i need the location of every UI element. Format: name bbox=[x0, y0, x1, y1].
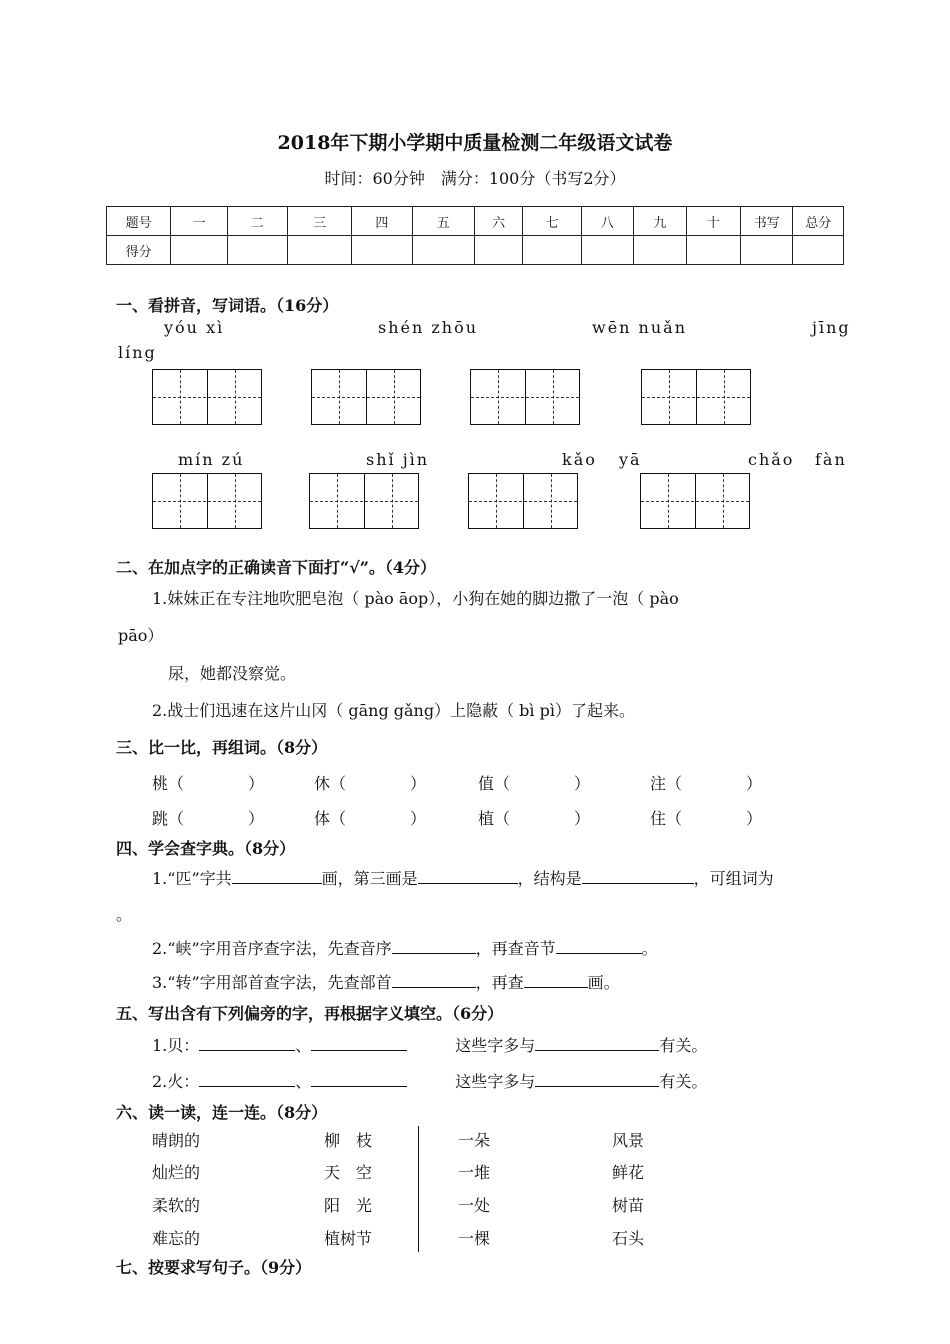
word-pair: 跳（ ） bbox=[152, 809, 265, 828]
score-table-score-row bbox=[107, 236, 844, 265]
answer-blank[interactable] bbox=[199, 1034, 295, 1051]
question-2-1-end: 尿，她都没察觉。 bbox=[168, 664, 297, 683]
writing-grid[interactable] bbox=[309, 473, 419, 529]
word-pair: 植（ ） bbox=[478, 809, 591, 828]
word-pair: 住（ ） bbox=[650, 809, 763, 828]
score-cell[interactable] bbox=[581, 236, 633, 265]
q5-2-text: 这些字多与 bbox=[455, 1072, 536, 1091]
answer-blank[interactable] bbox=[582, 867, 694, 884]
pinyin-minzu: mín zú bbox=[178, 450, 245, 469]
word-pair: 休（ ） bbox=[314, 774, 427, 793]
q5-1-text: 有关。 bbox=[659, 1036, 708, 1055]
score-header-cell: 八 bbox=[581, 207, 633, 236]
score-header-cell: 总分 bbox=[793, 207, 844, 236]
score-cell[interactable] bbox=[474, 236, 523, 265]
q5-2-text: 2.火： bbox=[152, 1072, 200, 1091]
q4-2-text: 2.“峡”字用音序查字法，先查音序 bbox=[152, 939, 392, 958]
answer-blank[interactable] bbox=[392, 971, 476, 988]
score-header-cell: 九 bbox=[634, 207, 686, 236]
match-item[interactable]: 植树节 bbox=[324, 1229, 373, 1248]
writing-grid[interactable] bbox=[152, 369, 262, 425]
match-item[interactable]: 鲜花 bbox=[612, 1163, 645, 1182]
writing-grid[interactable] bbox=[468, 473, 578, 529]
q4-1-text: 画，第三画是 bbox=[321, 869, 418, 888]
match-item[interactable]: 一处 bbox=[458, 1196, 491, 1215]
q4-1-text: ，结构是 bbox=[517, 869, 582, 888]
score-cell[interactable] bbox=[287, 236, 351, 265]
pinyin-shijin: shǐ jìn bbox=[366, 450, 430, 469]
question-4-2 bbox=[152, 936, 658, 959]
match-item[interactable]: 柳 枝 bbox=[324, 1131, 373, 1150]
answer-blank[interactable] bbox=[535, 1070, 659, 1087]
score-table bbox=[106, 206, 844, 265]
score-header-cell: 十 bbox=[686, 207, 740, 236]
q4-3-text: 3.“转”字用部首查字法，先查部首 bbox=[152, 973, 392, 992]
score-cell[interactable] bbox=[227, 236, 287, 265]
word-pair: 桃（ ） bbox=[152, 774, 265, 793]
score-row-label: 得分 bbox=[107, 236, 171, 265]
pinyin-chao: chǎo bbox=[748, 450, 795, 469]
score-cell[interactable] bbox=[523, 236, 581, 265]
match-item[interactable]: 灿烂的 bbox=[152, 1163, 201, 1182]
page-title: 2018年下期小学期中质量检测二年级语文试卷 bbox=[277, 132, 673, 154]
score-cell[interactable] bbox=[686, 236, 740, 265]
answer-blank[interactable] bbox=[524, 971, 588, 988]
pinyin-wennuan: wēn nuǎn bbox=[592, 318, 688, 337]
score-cell[interactable] bbox=[352, 236, 412, 265]
question-2-2: 2.战士们迅速在这片山冈（ gāng gǎng）上隐蔽（ bì pì）了起来。 bbox=[152, 701, 635, 720]
q4-3-text: 画。 bbox=[587, 973, 620, 992]
q4-1-text: ，可组词为 bbox=[693, 869, 774, 888]
q5-2-text: 有关。 bbox=[659, 1072, 708, 1091]
answer-blank[interactable] bbox=[199, 1070, 295, 1087]
match-item[interactable]: 晴朗的 bbox=[152, 1131, 201, 1150]
pinyin-ya: yā bbox=[619, 450, 642, 469]
score-header-cell: 书写 bbox=[741, 207, 793, 236]
question-5-2 bbox=[152, 1069, 707, 1092]
score-table-header-row bbox=[107, 207, 844, 236]
section-4-heading: 四、学会查字典。（8分） bbox=[116, 839, 296, 858]
q5-2-text: 、 bbox=[295, 1072, 312, 1091]
match-item[interactable]: 一棵 bbox=[458, 1229, 491, 1248]
question-2-1-wrap: pāo） bbox=[118, 626, 164, 645]
score-header-cell: 六 bbox=[474, 207, 523, 236]
score-cell[interactable] bbox=[741, 236, 793, 265]
answer-blank[interactable] bbox=[418, 867, 518, 884]
match-item[interactable]: 石头 bbox=[612, 1229, 645, 1248]
word-pair: 值（ ） bbox=[478, 774, 591, 793]
word-pair: 注（ ） bbox=[650, 774, 763, 793]
match-item[interactable]: 阳 光 bbox=[324, 1196, 373, 1215]
q5-1-text: 1.贝： bbox=[152, 1036, 200, 1055]
section-5-heading: 五、写出含有下列偏旁的字，再根据字义填空。（6分） bbox=[116, 1004, 504, 1023]
q4-2-text: 。 bbox=[641, 939, 658, 958]
question-2-1: 1.妹妹正在专注地吹肥皂泡（ pào āop），小狗在她的脚边撒了一泡（ pào bbox=[152, 589, 679, 608]
question-5-1 bbox=[152, 1033, 707, 1056]
match-item[interactable]: 天 空 bbox=[324, 1163, 373, 1182]
answer-blank[interactable] bbox=[232, 867, 322, 884]
section-3-heading: 三、比一比，再组词。（8分） bbox=[116, 738, 328, 757]
section-2-heading: 二、在加点字的正确读音下面打“√”。（4分） bbox=[116, 558, 437, 577]
match-item[interactable]: 一堆 bbox=[458, 1163, 491, 1182]
score-cell[interactable] bbox=[634, 236, 686, 265]
pinyin-fan: fàn bbox=[815, 450, 847, 469]
word-pair: 体（ ） bbox=[314, 809, 427, 828]
section-6-heading: 六、读一读，连一连。（8分） bbox=[116, 1103, 328, 1122]
match-item[interactable]: 一朵 bbox=[458, 1131, 491, 1150]
score-header-cell: 五 bbox=[412, 207, 474, 236]
match-item[interactable]: 树苗 bbox=[612, 1196, 645, 1215]
pinyin-jing: jīng bbox=[812, 318, 851, 337]
answer-blank[interactable] bbox=[311, 1034, 407, 1051]
q4-2-text: ，再查音节 bbox=[475, 939, 556, 958]
q5-1-text: 这些字多与 bbox=[455, 1036, 536, 1055]
question-4-1 bbox=[152, 866, 774, 889]
score-cell[interactable] bbox=[171, 236, 227, 265]
score-header-cell: 三 bbox=[287, 207, 351, 236]
q5-1-text: 、 bbox=[295, 1036, 312, 1055]
writing-grid[interactable] bbox=[640, 473, 750, 529]
pinyin-kao: kǎo bbox=[562, 450, 597, 469]
column-divider bbox=[418, 1126, 419, 1252]
writing-grid[interactable] bbox=[470, 369, 580, 425]
answer-blank[interactable] bbox=[392, 937, 476, 954]
score-header-cell: 七 bbox=[523, 207, 581, 236]
section-7-heading: 七、按要求写句子。（9分） bbox=[116, 1258, 312, 1277]
match-item[interactable]: 柔软的 bbox=[152, 1196, 201, 1215]
pinyin-ling: líng bbox=[118, 343, 157, 362]
score-header-cell: 二 bbox=[227, 207, 287, 236]
writing-grid[interactable] bbox=[311, 369, 421, 425]
match-item[interactable]: 风景 bbox=[612, 1131, 645, 1150]
section-1-heading: 一、看拼音，写词语。（16分） bbox=[116, 296, 339, 315]
answer-blank[interactable] bbox=[556, 937, 642, 954]
exam-info: 时间：60分钟 满分：100分（书写2分） bbox=[324, 169, 626, 188]
pinyin-shenzhou: shén zhōu bbox=[378, 318, 479, 337]
score-header-cell: 四 bbox=[352, 207, 412, 236]
score-cell[interactable] bbox=[793, 236, 844, 265]
q4-1-text: 1.“匹”字共 bbox=[152, 869, 232, 888]
question-4-1-end: 。 bbox=[116, 905, 133, 924]
match-item[interactable]: 难忘的 bbox=[152, 1229, 201, 1248]
writing-grid[interactable] bbox=[641, 369, 751, 425]
pinyin-youxi: yóu xì bbox=[164, 318, 225, 337]
writing-grid[interactable] bbox=[152, 473, 262, 529]
q4-3-text: ，再查 bbox=[475, 973, 524, 992]
question-4-3 bbox=[152, 970, 620, 993]
score-cell[interactable] bbox=[412, 236, 474, 265]
score-header-cell: 题号 bbox=[107, 207, 171, 236]
score-header-cell: 一 bbox=[171, 207, 227, 236]
answer-blank[interactable] bbox=[535, 1034, 659, 1051]
answer-blank[interactable] bbox=[311, 1070, 407, 1087]
